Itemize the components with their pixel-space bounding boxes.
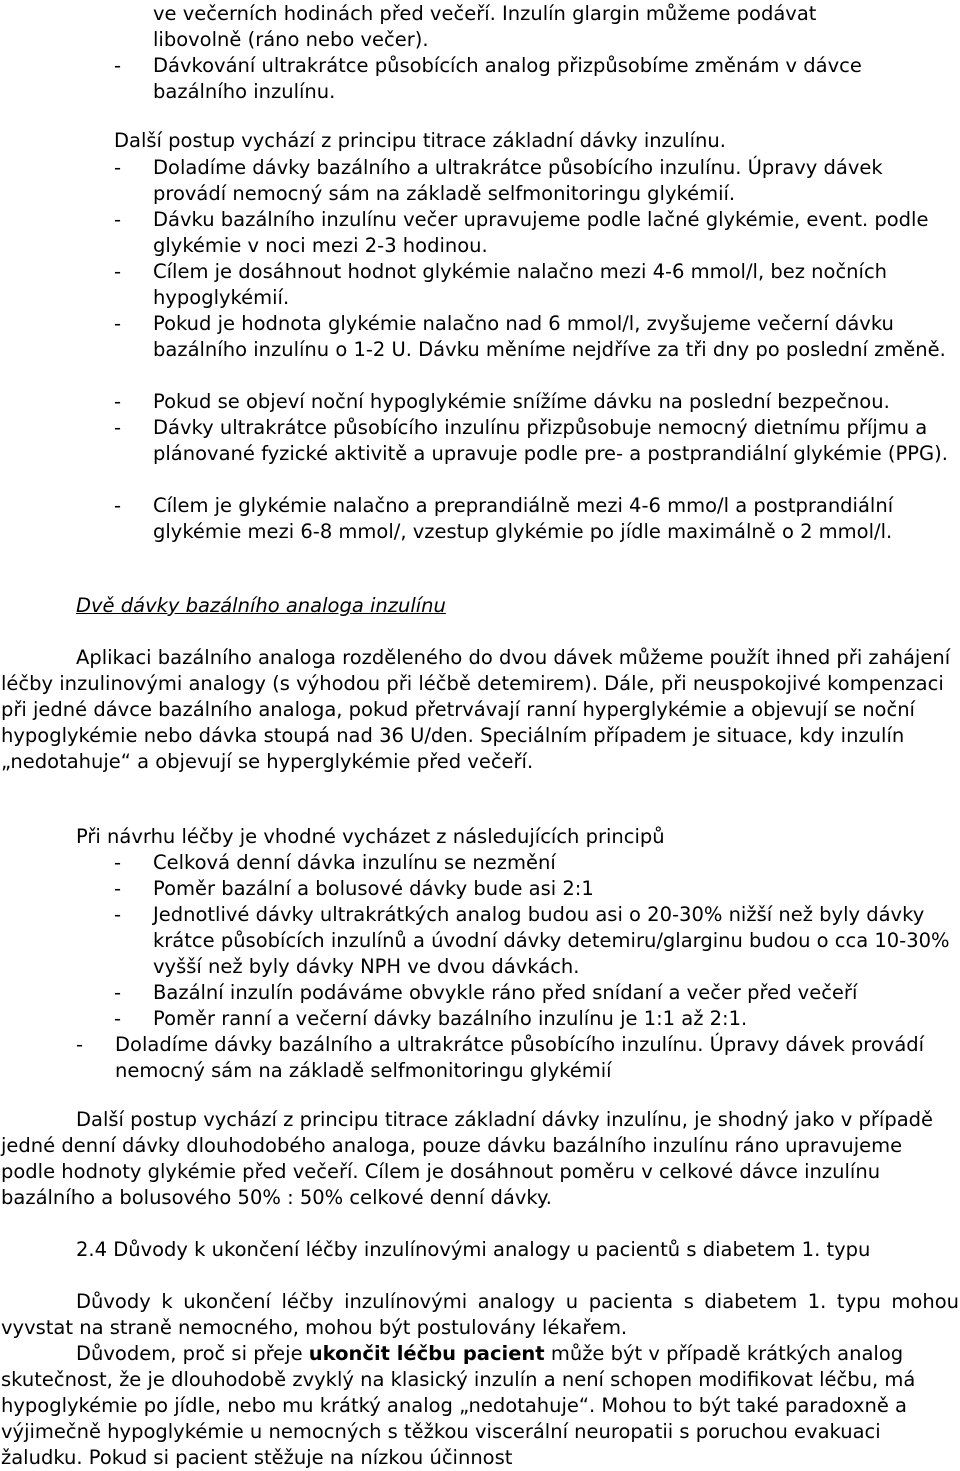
bold-phrase: ukončit léčbu pacient <box>308 1342 545 1365</box>
list-bullet: - <box>114 156 122 179</box>
list-item <box>114 311 959 363</box>
paragraph-navrh: Při návrhu léčby je vhodné vycházet z následujících principů <box>76 825 665 848</box>
paragraph-duvodem-rest: může být v případě krátkých analog skutečnost, že je dlouhodobě zvyklý na klasický inzulín a není schopen modifikovat léčbu, má hypoglykémie po jídle, nebo mu krátký analog „nedotahuje“. Mohou to být také paradoxně a výjimečně hypoglykémie u nemocných s těžkou viscerální neuropatii s poruchou evakuaci žaludku. Pokud si pacient stěžuje na nízkou účinnost <box>1 1342 916 1469</box>
list-item <box>114 259 959 311</box>
paragraph-dalsi-postup: Další postup vychází z principu titrace základní dávky inzulínu, je shodný jako v případě jedné denní dávky dlouhodobého analoga, pouze dávku bazálního inzulínu ráno upravujeme podle hodnoty glykémie před večeří. Cílem je dosáhnout poměru v celkové dávce inzulínu bazálního a bolusového 50% : 50% celkové denní dávky. <box>1 1108 934 1209</box>
paragraph-titrace: Další postup vychází z principu titrace základní dávky inzulínu. <box>114 129 726 152</box>
list-bullet: - <box>114 312 122 335</box>
continuation-line-2: libovolně (ráno nebo večer). <box>153 28 429 51</box>
list-item-text: Doladíme dávky bazálního a ultrakrátce působícího inzulínu. Úpravy dávek provádí nemocný sám na základě selfmonitoringu glykémií <box>115 1033 925 1082</box>
list-item <box>114 389 959 415</box>
list-item-text: Celková denní dávka inzulínu se nezmění <box>153 851 556 874</box>
list-bullet: - <box>114 877 122 900</box>
list-item <box>114 493 959 545</box>
list-bullet: - <box>114 54 122 77</box>
list-item <box>114 155 959 207</box>
list-item-text: Poměr bazální a bolusové dávky bude asi 2:1 <box>153 877 594 900</box>
paragraph-duvody: Důvody k ukončení léčby inzulínovými analogy u pacienta s diabetem 1. typu mohou vyvstat na straně nemocného, mohou být postulovány lékařem. <box>1 1290 959 1339</box>
section-heading: 2.4 Důvody k ukončení léčby inzulínovými analogy u pacientů s diabetem 1. typu <box>76 1238 871 1261</box>
list-bullet: - <box>114 903 122 926</box>
list-item-text: Cílem je dosáhnout hodnot glykémie nalačno mezi 4-6 mmol/l, bez nočních hypoglykémií. <box>153 260 888 309</box>
list-item-text: Pokud se objeví noční hypoglykémie snížíme dávku na poslední bezpečnou. <box>153 390 890 413</box>
list-item-text: Dávky ultrakrátce působícího inzulínu přizpůsobuje nemocný dietnímu příjmu a plánované fyzické aktivitě a upravuje podle pre- a postprandiální glykémie (PPG). <box>153 416 948 465</box>
list-bullet: - <box>114 416 122 439</box>
list-item <box>114 850 959 876</box>
list-item-text: Bazální inzulín podáváme obvykle ráno před snídaní a večer před večeří <box>153 981 858 1004</box>
list-bullet: - <box>114 260 122 283</box>
list-item-text: Pokud je hodnota glykémie nalačno nad 6 mmol/l, zvyšujeme večerní dávku bazálního inzulínu o 1-2 U. Dávku měníme nejdříve za tři dny po poslední změně. <box>153 312 946 361</box>
list-item <box>114 53 914 105</box>
list-item <box>114 415 959 467</box>
list-bullet: - <box>114 494 122 517</box>
list-bullet: - <box>114 981 122 1004</box>
subheading-two-doses: Dvě dávky bazálního analoga inzulínu <box>76 594 446 617</box>
continuation-text <box>153 1 953 53</box>
continuation-line-1: ve večerních hodinách před večeří. Inzulín glargin můžeme podávat <box>153 2 817 25</box>
list-bullet: - <box>114 851 122 874</box>
list-item <box>114 980 959 1006</box>
list-bullet: - <box>76 1033 84 1056</box>
list-bullet: - <box>114 1007 122 1030</box>
paragraph-duvodem <box>1 1341 959 1471</box>
list-item <box>114 207 959 259</box>
list-item <box>114 902 959 980</box>
list-item-text: Poměr ranní a večerní dávky bazálního inzulínu je 1:1 až 2:1. <box>153 1007 748 1030</box>
list-bullet: - <box>114 390 122 413</box>
list-item-text: Cílem je glykémie nalačno a preprandiálně mezi 4-6 mmo/l a postprandiální glykémie mezi 6-8 mmol/, vzestup glykémie po jídle maximálně o 2 mmol/l. <box>153 494 894 543</box>
list-item <box>114 1006 959 1032</box>
paragraph-duvodem-start: Důvodem, proč si přeje <box>76 1342 309 1365</box>
list-bullet: - <box>114 208 122 231</box>
list-item-text: Doladíme dávky bazálního a ultrakrátce působícího inzulínu. Úpravy dávek provádí nemocný sám na základě selfmonitoringu glykémií. <box>153 156 883 205</box>
paragraph-aplikace: Aplikaci bazálního analoga rozděleného do dvou dávek můžeme použít ihned při zahájení léčby inzulinovými analogy (s výhodou při léčbě detemirem). Dále, při neuspokojivé kompenzaci při jedné dávce bazálního analoga, pokud přetrvávají ranní hyperglykémie a objevují se noční hypoglykémie nebo dávka stoupá nad 36 U/den. Speciálním případem je situace, kdy inzulín „nedotahuje“ a objevují se hyperglykémie před večeří. <box>1 646 951 773</box>
list-item <box>114 876 959 902</box>
list-item-text: Dávkování ultrakrátce působících analog přizpůsobíme změnám v dávce bazálního inzulínu. <box>153 54 862 103</box>
list-item <box>76 1032 936 1084</box>
list-item-text: Jednotlivé dávky ultrakrátkých analog budou asi o 20-30% nižší než byly dávky krátce působících inzulínů a úvodní dávky detemiru/glarginu budou o cca 10-30% vyšší než byly dávky NPH ve dvou dávkách. <box>153 903 950 978</box>
list-item-text: Dávku bazálního inzulínu večer upravujeme podle lačné glykémie, event. podle glykémie v noci mezi 2-3 hodinou. <box>153 208 929 257</box>
